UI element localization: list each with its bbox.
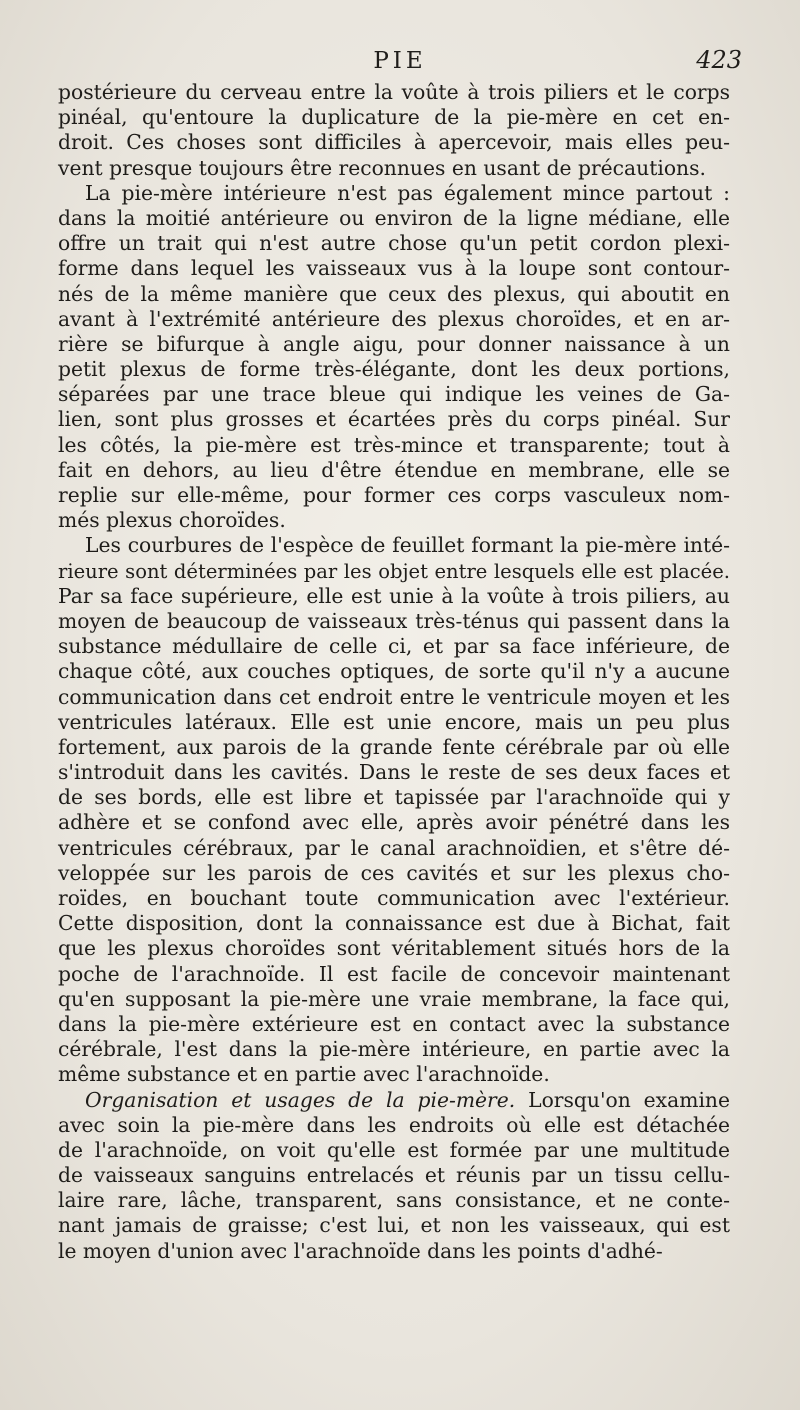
page-number: 423 (696, 46, 742, 74)
text-line: laire rare, lâche, transparent, sans consistance, et ne conte- (58, 1188, 730, 1213)
text-line: més plexus choroïdes. (58, 508, 286, 533)
text-line: communication dans cet endroit entre le ventricule moyen et les (58, 684, 730, 709)
text-line: rieure sont déterminées par les objet entre lesquels elle est placée. (58, 559, 730, 583)
text-line: adhère et se confond avec elle, après avoir pénétré dans les (58, 810, 730, 835)
body-text (58, 80, 730, 1264)
text-line: droit. Ces choses sont difficiles à apercevoir, mais elles peu- (58, 130, 730, 155)
running-head: PIE (373, 48, 427, 74)
text-line: cérébrale, l'est dans la pie-mère intérieure, en partie avec la (58, 1037, 730, 1062)
text-line: poche de l'arachnoïde. Il est facile de concevoir maintenant (58, 961, 730, 986)
text-line: substance médullaire de celle ci, et par sa face inférieure, de (58, 634, 730, 659)
text-line: lien, sont plus grosses et écartées près du corps pinéal. Sur (58, 407, 730, 432)
text-line: nés de la même manière que ceux des plexus, qui aboutit en (58, 281, 730, 306)
text-line: rière se bifurque à angle aigu, pour donner naissance à un (58, 331, 730, 356)
text-line: pinéal, qu'entoure la duplicature de la pie-mère en cet en- (58, 105, 730, 130)
text-line: qu'en supposant la pie-mère une vraie membrane, la face qui, (58, 986, 730, 1011)
text-line: replie sur elle-même, pour former ces corps vasculeux nom- (58, 483, 730, 507)
text-line: vent presque toujours être reconnues en usant de précautions. (58, 155, 706, 180)
text-line: de vaisseaux sanguins entrelacés et réunis par un tissu cellu- (58, 1163, 730, 1188)
text-line: La pie-mère intérieure n'est pas également mince partout : (85, 180, 730, 205)
page-header (0, 46, 800, 82)
text-line: postérieure du cerveau entre la voûte à trois piliers et le corps (58, 80, 730, 104)
text-line: s'introduit dans les cavités. Dans le reste de ses deux faces et (58, 760, 730, 785)
text-line: de ses bords, elle est libre et tapissée par l'arachnoïde qui y (58, 785, 730, 810)
text-line: avant à l'extrémité antérieure des plexus choroïdes, et en ar- (58, 306, 730, 331)
text-line: le moyen d'union avec l'arachnoïde dans les points d'adhé- (58, 1238, 663, 1263)
text-line: veloppée sur les parois de ces cavités et sur les plexus cho- (58, 860, 730, 885)
paragraph (58, 181, 730, 534)
text-line: dans la moitié antérieure ou environ de la ligne médiane, elle (58, 205, 730, 230)
text-line: roïdes, en bouchant toute communication avec l'extérieur. (58, 886, 730, 910)
text-line: que les plexus choroïdes sont véritablement situés hors de la (58, 936, 730, 961)
text-line: moyen de beaucoup de vaisseaux très-ténus qui passent dans la (58, 608, 730, 633)
paragraph (58, 533, 730, 1087)
text-line: de l'arachnoïde, on voit qu'elle est formée par une multitude (58, 1137, 730, 1162)
text-line (58, 1088, 730, 1113)
text-line: Cette disposition, dont la connaissance est due à Bichat, fait (58, 911, 730, 936)
text-line: forme dans lequel les vaisseaux vus à la loupe sont contour- (58, 256, 730, 281)
text-line: avec soin la pie-mère dans les endroits où elle est détachée (58, 1112, 730, 1137)
text-line: les côtés, la pie-mère est très-mince et transparente; tout à (58, 432, 730, 457)
paragraph (58, 80, 730, 181)
text-line: séparées par une trace bleue qui indique les veines de Ga- (58, 382, 730, 407)
text-line: ventricules latéraux. Elle est unie encore, mais un peu plus (58, 709, 730, 734)
text-line: même substance et en partie avec l'arachnoïde. (58, 1062, 550, 1087)
text-line: offre un trait qui n'est autre chose qu'un petit cordon plexi- (58, 231, 730, 256)
text-line: fait en dehors, au lieu d'être étendue en membrane, elle se (58, 457, 730, 482)
text-line: fortement, aux parois de la grande fente cérébrale par où elle (58, 734, 730, 759)
text-line: Les courbures de l'espèce de feuillet formant la pie-mère inté- (85, 533, 730, 558)
text-line: nant jamais de graisse; c'est lui, et non les vaisseaux, qui est (58, 1213, 730, 1238)
text-line: ventricules cérébraux, par le canal arachnoïdien, et s'être dé- (58, 835, 730, 860)
text-line: dans la pie-mère extérieure est en contact avec la substance (58, 1011, 730, 1036)
text-line: Par sa face supérieure, elle est unie à la voûte à trois piliers, au (58, 583, 730, 608)
heading-line-rest: Lorsqu'on examine (515, 1087, 730, 1112)
text-line: chaque côté, aux couches optiques, de sorte qu'il n'y a aucune (58, 659, 730, 684)
text-line: petit plexus de forme très-élégante, dont les deux portions, (58, 357, 730, 382)
paragraph-organisation (58, 1088, 730, 1264)
section-heading: Organisation et usages de la pie-mère. (85, 1087, 516, 1112)
